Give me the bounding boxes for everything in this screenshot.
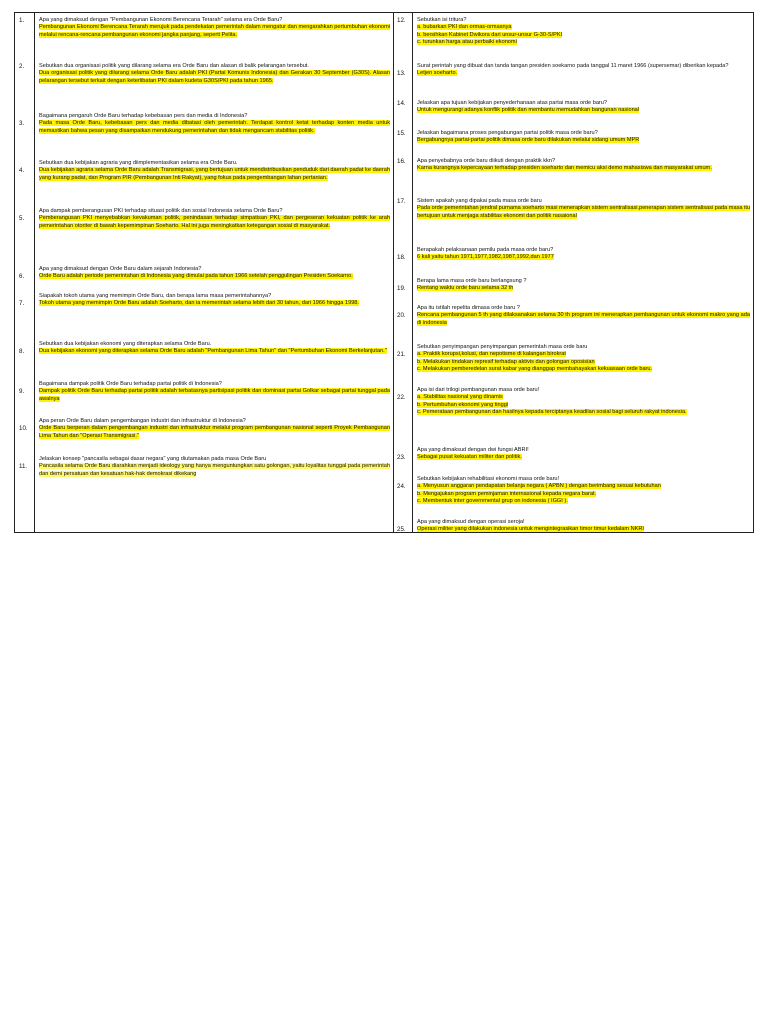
answer-text bbox=[39, 70, 390, 85]
answer-highlight: Rencana pembangunan 5 th yang dilaksanakan selama 30 th program ini menerapkan pembangunan untuk ekonomi makro yang ada di indonesia bbox=[417, 312, 750, 326]
question-text: Apa peran Orde Baru dalam pengembangan industri dan infrastruktur di Indonesia? bbox=[39, 418, 246, 424]
answer-text bbox=[39, 348, 390, 355]
answer-highlight: Pancasila selama Orde Baru diarahkan menjadi ideology yang hanya menguntungkan satu golongan, yaitu loyalitas tunggal pada pemerintah dan demi persatuan dan kesatuan hak-hak demokrasi dikekang bbox=[39, 463, 390, 477]
qa-item bbox=[417, 198, 750, 220]
answer-highlight: c. Membentuk inter governmental grup on indonesia ( IGGI ). bbox=[417, 498, 568, 505]
qa-item bbox=[39, 418, 390, 440]
question-text: Berapa lama masa orde baru berlangsung ? bbox=[417, 278, 527, 284]
question-number: 1. bbox=[19, 17, 25, 24]
answer-text bbox=[39, 120, 390, 135]
qa-item bbox=[417, 63, 750, 78]
answer-highlight: Orde Baru adalah periode pemerintahan di Indonesia yang dimulai pada tahun 1966 setelah penggulingan Presiden Soekarno. bbox=[39, 273, 353, 280]
question-number: 24. bbox=[397, 483, 406, 490]
qa-item bbox=[417, 278, 750, 293]
answer-highlight: a. Menyusun anggaran pendapatan belanja negara ( APBN ) dengan berimbang sesuai kebutuhan bbox=[417, 483, 661, 490]
answer-text bbox=[417, 70, 750, 77]
qa-item bbox=[417, 387, 750, 417]
question-text: Siapakah tokoh utama yang memimpin Orde Baru, dan berapa lama masa pemerintahannya? bbox=[39, 293, 272, 299]
question-text: Sebutkan dua organisasi politik yang dilarang selama era Orde Baru dan alasan di balik pelarangan tersebut. bbox=[39, 63, 309, 69]
answer-highlight: b. Mengajukan program peminjaman internasional kepada negara barat. bbox=[417, 490, 597, 497]
question-number: 13. bbox=[397, 70, 406, 77]
question-number: 16. bbox=[397, 158, 406, 165]
question-text: Bagaimana pengaruh Orde Baru terhadap kebebasan pers dan media di Indonesia? bbox=[39, 113, 248, 119]
question-text: Apa yang dimaksud dengan dwi fungsi ABRI! bbox=[417, 447, 529, 453]
answer-text bbox=[417, 107, 750, 114]
answer-text bbox=[39, 215, 390, 230]
answer-highlight: a. Praktik korupsi,kolusi, dan nepotisme di kalangan birokrat bbox=[417, 351, 566, 358]
answer-highlight: Operasi militer yang dilakukan indonesia untuk mengintegrasikan timor timur kedalam NKRI bbox=[417, 526, 644, 533]
answer-text bbox=[417, 526, 750, 533]
question-number: 17. bbox=[397, 198, 406, 205]
question-number: 4. bbox=[19, 167, 25, 174]
answer-text bbox=[417, 137, 750, 144]
answer-text bbox=[417, 24, 750, 31]
answer-text bbox=[417, 32, 750, 39]
question-number: 20. bbox=[397, 312, 406, 319]
answer-text bbox=[417, 402, 750, 409]
answer-highlight: Orde Baru berperan dalam pengembangan industri dan infrastruktur melalui program pembangunan nasional seperti Proyek Pembangunan Lima Tahun dan "Operasi Transmigrasi." bbox=[39, 425, 390, 439]
answer-text bbox=[417, 39, 750, 46]
answer-highlight: Bergabungnya partai-partai politik dimasa orde baru dilakukan melalui sidang umum MPR bbox=[417, 137, 640, 144]
question-number: 3. bbox=[19, 120, 25, 127]
answer-text bbox=[39, 425, 390, 440]
question-number: 12. bbox=[397, 17, 406, 24]
qa-item bbox=[39, 266, 390, 281]
column-divider bbox=[393, 13, 394, 532]
answer-text bbox=[417, 351, 750, 358]
answer-highlight: Dua organisasi politik yang dilarang selama Orde Baru adalah PKI (Partai Komunis Indonesia) dan Gerakan 30 September (G30S). Alasan pelarangan tersebut terkait dengan keterlibatan PKI dalam kudeta G30S/PKI pada tahun 1965. bbox=[39, 70, 390, 84]
answer-highlight: c. Melakukan pemberedelan surat kabar yang dianggap membahayakan kekuasaan orde baru. bbox=[417, 366, 653, 373]
answer-highlight: b. Melakukan tindakan represif terhadap aktivis dan golongan oposisian bbox=[417, 358, 595, 365]
answer-text bbox=[39, 24, 390, 39]
question-number: 15. bbox=[397, 130, 406, 137]
answer-highlight: Untuk mengurangi adanya konflik politik dan membantu memudahkan bangunan nasional bbox=[417, 107, 640, 114]
qa-table bbox=[14, 12, 754, 533]
question-text: Sebutkan kebijakan rehabilitasi ekonomi masa orde baru! bbox=[417, 476, 560, 482]
answer-highlight: a. Stabilitas nasional yang dinamis bbox=[417, 394, 503, 401]
question-number: 5. bbox=[19, 215, 25, 222]
question-text: Jelaskan konsep "pancasila sebagai dasar negara" yang diutamakan pada masa Orde Baru bbox=[39, 456, 267, 462]
answer-text bbox=[39, 167, 390, 182]
answer-text bbox=[417, 254, 750, 261]
answer-text bbox=[39, 273, 390, 280]
qa-item bbox=[39, 341, 390, 356]
question-text: Sistem apakah yang dipakai pada masa orde baru bbox=[417, 198, 542, 204]
answer-highlight: Dua kebijakan ekonomi yang diterapkan selama Orde Baru adalah "Pembangunan Lima Tahun" dan "Pertumbuhan Ekonomi Berkelanjutan." bbox=[39, 348, 387, 355]
qa-item bbox=[417, 476, 750, 506]
answer-text bbox=[417, 205, 750, 220]
qa-item bbox=[417, 158, 750, 173]
qa-item bbox=[417, 100, 750, 115]
answer-text bbox=[417, 394, 750, 401]
answer-text bbox=[417, 409, 750, 416]
question-text: Apa dampak pemberangusan PKI terhadap situasi politik dan sosial Indonesia selama Orde Baru? bbox=[39, 208, 283, 214]
question-text: Apa yang dimaksud dengan "Pembangunan Ekonomi Berencana Terarah" selama era Orde Baru? bbox=[39, 17, 283, 23]
qa-item bbox=[39, 381, 390, 403]
question-text: Sebutkan penyimpangan penyimpangan pemerintah masa orde baru bbox=[417, 344, 588, 350]
answer-highlight: Karna kurangnya kepercayaan terhadap presiden soeharto dan memicu aksi demo mahasiswa dan masyarakat umum. bbox=[417, 165, 712, 172]
question-text: Jelaskan bagaimana proses pengabungan partai politik masa orde baru? bbox=[417, 130, 598, 136]
answer-highlight: b. bersihkan Kabinet Dwikora dari unsur-unsur G-30-S/PKI bbox=[417, 31, 563, 38]
qa-item bbox=[39, 63, 390, 85]
answer-text bbox=[417, 312, 750, 327]
question-number: 11. bbox=[19, 463, 28, 470]
question-text: Apa yang dimaksud dengan Orde Baru dalam sejarah Indonesia? bbox=[39, 266, 202, 272]
answer-highlight: c. Pemerataan pembangunan dan hasilnya kepada terciptanya keadilan sosial bagi seluruh rakyat indonesia. bbox=[417, 409, 687, 416]
question-number: 9. bbox=[19, 388, 25, 395]
question-text: Surat perintah yang dibuat dan tanda tangan presiden soekarno pada tanggal 11 maret 1966 (supersemar) diberikan kepada? bbox=[417, 63, 729, 69]
answer-text bbox=[39, 463, 390, 478]
question-number: 14. bbox=[397, 100, 406, 107]
question-number: 18. bbox=[397, 254, 406, 261]
question-number: 8. bbox=[19, 348, 25, 355]
answer-text bbox=[417, 491, 750, 498]
answer-highlight: Rentang waktu orde baru selama 32 th bbox=[417, 285, 514, 292]
question-text: Apa penyebabnya orde baru diikuti dengan praktik kkn? bbox=[417, 158, 556, 164]
answer-highlight: a. bubarkan PKI dan ormas-ormasnya bbox=[417, 24, 512, 31]
answer-highlight: b. Pertumbuhan ekonomi yang tinggi bbox=[417, 401, 509, 408]
qa-item bbox=[417, 344, 750, 374]
question-text: Jelaskan apa tujuan kebijakan penyederhanaan atas partai masa orde baru? bbox=[417, 100, 608, 106]
answer-highlight: Dampak politik Orde Baru terhadap partai politik adalah terbatasnya partisipasi politik dan dominasi partai Golkar sebagai partai tunggal pada awalnya bbox=[39, 388, 390, 402]
answer-text bbox=[417, 359, 750, 366]
question-number: 23. bbox=[397, 454, 406, 461]
question-text: Apa yang dimaksud dengan operasi seroja! bbox=[417, 519, 525, 525]
qa-item bbox=[417, 247, 750, 262]
answer-highlight: Pada masa Orde Baru, kebebasan pers dan media dibatasi oleh pemerintah. Terdapat kontrol ketat terhadap konten media untuk memastikan bahwa pesan yang disampaikan mendukung pemerintahan dan tidak mengancam stabilitas politik. bbox=[39, 120, 390, 134]
answer-highlight: Dua kebijakan agraria selama Orde Baru adalah Transmigrasi, yang bertujuan untuk mendistribusikan penduduk dari daerah padat ke daerah yang kurang padat, dan Program PIR (Pembangunan Inti Rakyat), yang fokus pada pengembangan lahan pertanian. bbox=[39, 167, 390, 181]
qa-item bbox=[417, 17, 750, 47]
question-number: 25. bbox=[397, 526, 406, 533]
question-text: Apa isi dari trilogi pembangunan masa orde baru! bbox=[417, 387, 540, 393]
answer-highlight: Pemberangusan PKI menyebabkan kevakuman politik, penindasan terhadap simpatisan PKI, dan pergeseran kekuatan politik ke arah pemerintahan otoriter di bawah kepemimpinan Soeharto. Hal ini juga meningkatkan ketegangan sosial di masyarakat. bbox=[39, 215, 390, 229]
answer-text bbox=[417, 285, 750, 292]
question-text: Sebutkan dua kebijakan ekonomi yang diterapkan selama Orde Baru. bbox=[39, 341, 212, 347]
question-number: 7. bbox=[19, 300, 25, 307]
qa-item bbox=[39, 293, 390, 308]
qa-item bbox=[417, 130, 750, 145]
answer-highlight: 6 kali yaitu tahun 1971,1977,1982,1987,1992,dan 1977 bbox=[417, 254, 554, 261]
answer-highlight: Tokoh utama yang memimpin Orde Baru adalah Soeharto, dan ia memerintah selama lebih dari 30 tahun, dari 1966 hingga 1998. bbox=[39, 300, 359, 307]
qa-item bbox=[39, 160, 390, 182]
question-number: 22. bbox=[397, 394, 406, 401]
question-text: Sebutkan dua kebijakan agraria yang diimplementasikan selama era Orde Baru. bbox=[39, 160, 238, 166]
question-text: Sebutkan isi tritura? bbox=[417, 17, 467, 23]
question-number: 6. bbox=[19, 273, 25, 280]
qa-item bbox=[417, 519, 750, 534]
qa-item bbox=[417, 447, 750, 462]
question-number: 21. bbox=[397, 351, 406, 358]
column-divider bbox=[34, 13, 35, 532]
qa-item bbox=[39, 113, 390, 135]
answer-highlight: c. turunkan harga atau perbaiki ekonomi bbox=[417, 39, 517, 46]
answer-text bbox=[39, 388, 390, 403]
question-number: 2. bbox=[19, 63, 25, 70]
qa-item bbox=[417, 305, 750, 327]
answer-highlight: Pembangunan Ekonomi Berencana Terarah merujuk pada pendekatan pemerintah dalam mengatur dan mengarahkan pertumbuhan ekonomi melalui rencana-rencana pembangunan ekonomi jangka panjang, seperti Pelita. bbox=[39, 24, 390, 38]
answer-highlight: Sebagai pusat kekuatan militer dan politik. bbox=[417, 454, 522, 461]
answer-text bbox=[417, 498, 750, 505]
question-text: Apa itu istilah repelita dimasa orde baru ? bbox=[417, 305, 520, 311]
question-text: Bagaimana dampak politik Orde Baru terhadap partai politik di Indonesia? bbox=[39, 381, 222, 387]
answer-highlight: Letjen soeharto. bbox=[417, 70, 458, 77]
answer-text bbox=[417, 366, 750, 373]
qa-item bbox=[39, 208, 390, 230]
question-text: Berapakah pelaksanaan pemilu pada masa orde baru? bbox=[417, 247, 554, 253]
qa-item bbox=[39, 17, 390, 39]
column-divider bbox=[412, 13, 413, 532]
answer-text bbox=[417, 454, 750, 461]
qa-item bbox=[39, 456, 390, 478]
question-number: 19. bbox=[397, 285, 406, 292]
answer-text bbox=[39, 300, 390, 307]
answer-text bbox=[417, 165, 750, 172]
answer-text bbox=[417, 483, 750, 490]
question-number: 10. bbox=[19, 425, 28, 432]
answer-highlight: Pada orde pemerintahan jendral purnama soeharto masi menerapkan sistem sentralisasi.penerapan sistem sentralisasi pada masa itu bertujuan untuk menjaga stabilitas ekonomi dan politik nasaional bbox=[417, 205, 750, 219]
